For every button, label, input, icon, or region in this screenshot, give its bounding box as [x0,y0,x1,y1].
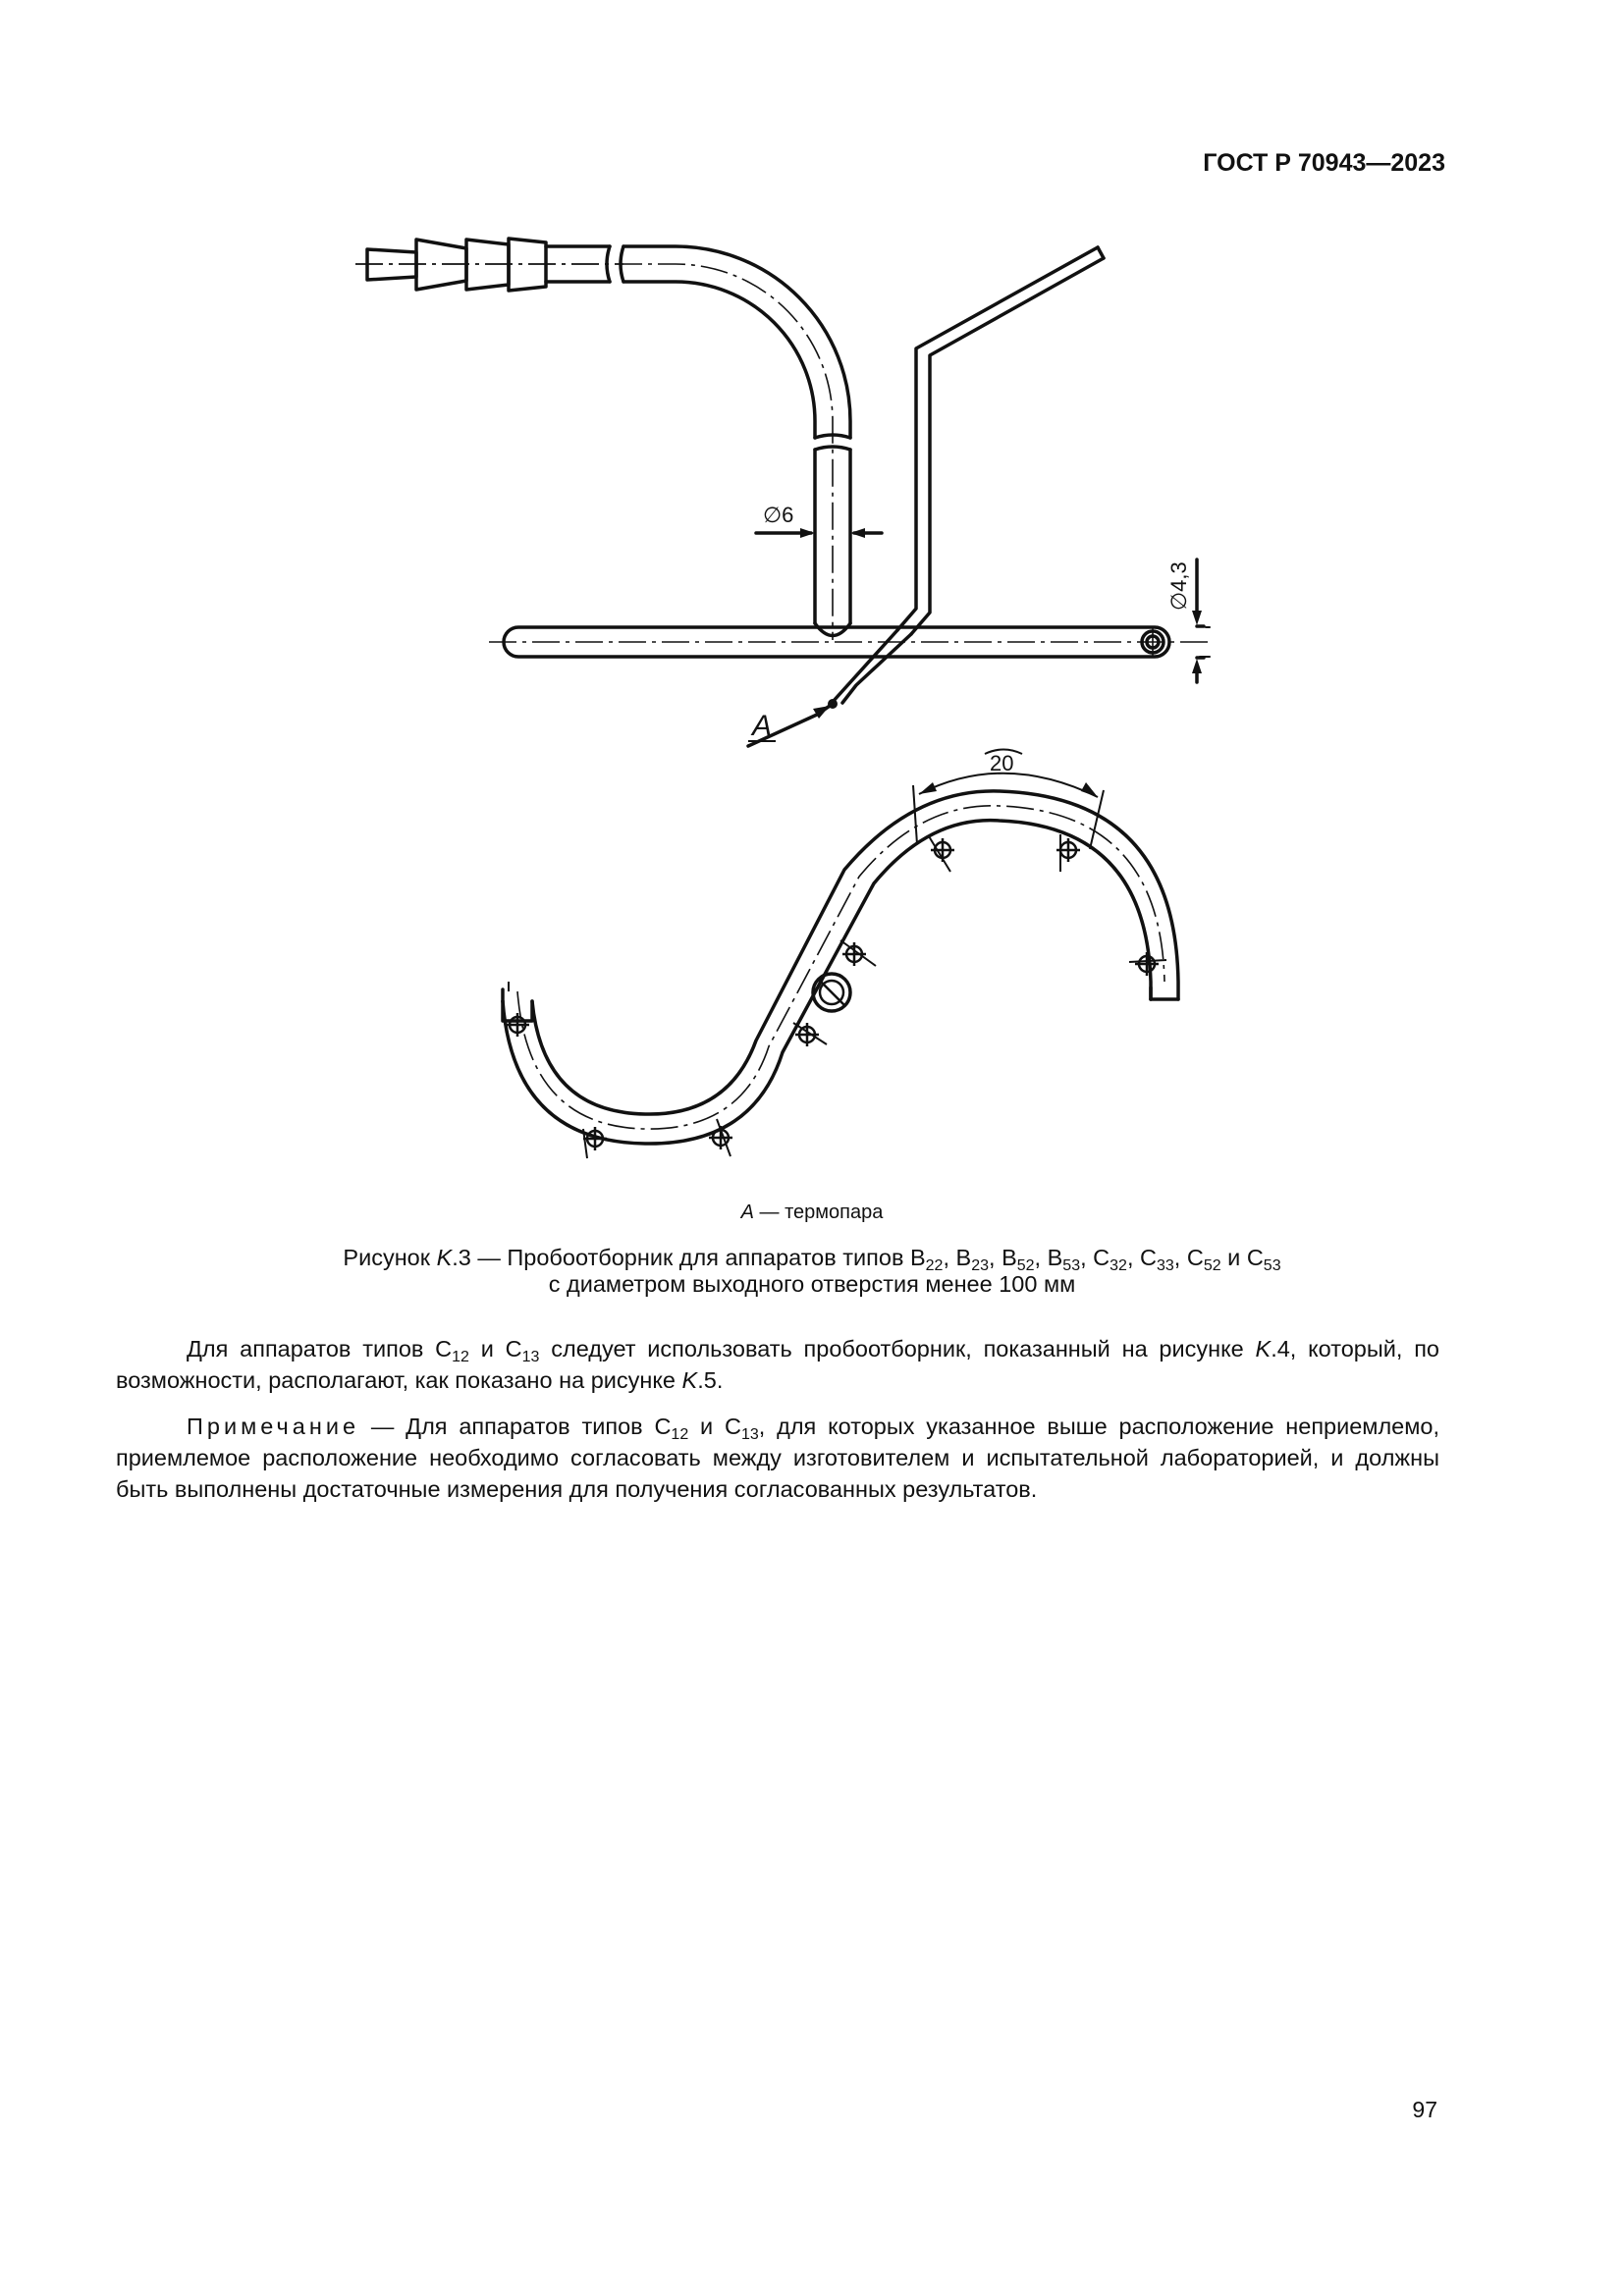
body-paragraph: Для аппаратов типов $C_{12}$ и $C_{13}$ следует использовать пробоотборник, показанный на рисунке K.4, который, по возможности, располагают, как показано на рисунке K.5. [116,1336,1439,1393]
caption-type: $C_{32}$, [1093,1245,1140,1274]
figure-legend [0,1201,1624,1224]
document-header: ГОСТ Р 70943—2023 [1203,149,1445,177]
caption-line2: с диаметром выходного отверстия менее 100 мм [548,1271,1076,1297]
caption-type: $B_{22}$, [909,1245,956,1274]
legend-letter: A [740,1201,754,1223]
caption-type: $B_{52}$, [1001,1245,1048,1274]
note-paragraph: Примечание — Для аппаратов типов $C_{12}$ и $C_{13}$, для которых указанное выше расположение неприемлемо, приемлемое расположение необходимо согласовать между изготовителем и испытательной лабораторией, и должны быть выполнены достаточные измерения для получения согласованных результатов. [116,1414,1440,1502]
thermocouple-ring [813,974,850,1011]
caption-type: $B_{23}$, [955,1245,1002,1274]
probe-bend-tube [623,246,850,636]
thermocouple-wire [833,247,1104,703]
label-a: A [752,710,773,742]
page-number: 97 [1412,2097,1437,2122]
label-arc-length: 20 [990,751,1014,775]
legend-text: — термопара [753,1201,884,1223]
label-d43: ∅4,3 [1166,561,1191,611]
caption-line1: Рисунок K.3 — Пробоотборник для аппаратов типов $B_{22}$, $B_{23}$, $B_{52}$, $B_{53}$, $C_{32}$, $C_{33}$, $C_{52}$ и $C_{53}$ [343,1245,1281,1274]
caption-type: $C_{33}$, [1140,1245,1187,1274]
note-label: Примечание [187,1414,360,1439]
caption-type: $C_{53}$ [1246,1245,1281,1274]
caption-type: $C_{52}$ и [1186,1245,1247,1274]
figure-caption [0,1245,1624,1298]
caption-type: $B_{53}$, [1047,1245,1094,1274]
label-d6: ∅6 [763,503,794,527]
